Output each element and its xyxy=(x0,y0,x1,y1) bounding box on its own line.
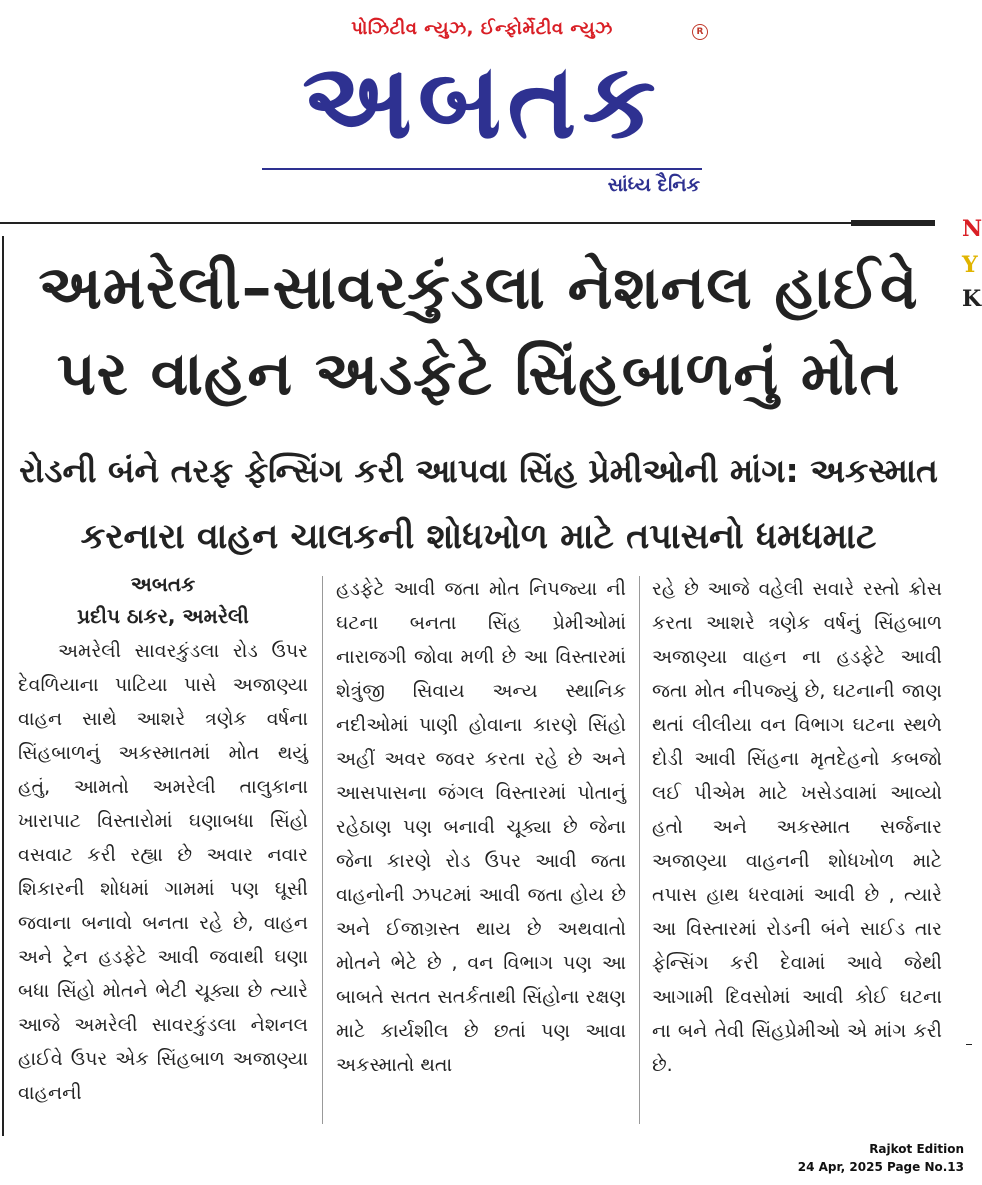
logo-underline xyxy=(262,168,702,170)
article-paragraph-1: અમરેલી સાવરકુંડલા રોડ ઉપર દેવળિયાના પાટિયા પાસે અજાણ્યા વાહન સાથે આશરે ત્રણેક વર્ષના સિંહબાળનું અકસ્માતમાં મોત થયું હતું, આમતો અમરેલી તાલુકાના ખારાપાટ વિસ્તારોમાં ઘણાબધા સિંહો વસવાટ કરી રહ્યા છે અવાર નવાર શિકારની શોધમાં ગામમાં પણ ઘૂસી જવાના બનાવો બનતા રહે છે, વાહન અને ટ્રેન હડફેટે આવી જવાથી ઘણા બધા સિંહો મોતને ભેટી ચૂક્યા છે ત્યારે આજે અમરેલી સાવરકુંડલા નેશનલ હાઈવે ઉપર એક સિંહબાળ અજાણ્યા વાહનની xyxy=(18,640,308,1104)
edition-date-page: 24 Apr, 2025 Page No.13 xyxy=(797,1160,964,1174)
adjacent-page-fragment-3: K xyxy=(962,286,982,312)
edition-info xyxy=(798,1140,964,1176)
masthead-divider xyxy=(0,222,935,224)
byline-reporter: પ્રદીપ ઠાકર, અમરેલી xyxy=(77,604,249,628)
masthead-tagline: પોઝિટીવ ન્યુઝ, ઈન્ફોર્મેટીવ ન્યુઝ xyxy=(351,18,613,39)
news-article xyxy=(0,232,950,1136)
adjacent-page-fragment-2: Y xyxy=(962,252,978,278)
headline-line-2: પર વાહન અડફેટે સિંહબાળનું મોત xyxy=(56,339,901,409)
column-divider-2 xyxy=(639,576,640,1124)
article-column-1 xyxy=(18,572,308,1110)
article-column-2 xyxy=(336,572,626,1082)
article-paragraph-3: રહે છે આજે વહેલી સવારે રસ્તો ક્રોસ કરતા આશરે ત્રણેક વર્ષનું સિંહબાળ અજાણ્યા વાહન ના હડફેટે આવી જતા મોત નીપજ્યું છે, ઘટનાની જાણ થતાં લીલીયા વન વિભાગ ઘટના સ્થળે દોડી આવી સિંહના મૃતદેહનો કબજો લઈ પીએમ માટે ખસેડવામાં આવ્યો હતો અને અકસ્માત સર્જનાર અજાણ્યા વાહનની શોધખોળ માટે તપાસ હાથ ધરવામાં આવી છે , ત્યારે આ વિસ્તારમાં રોડની બંને સાઈડ તાર ફેન્સિંગ કરી દેવામાં આવે જેથી આગામી દિવસોમાં આવી કોઈ ઘટના ના બને તેવી સિંહપ્રેમીઓ એ માંગ કરી છે. xyxy=(652,578,942,1076)
adjacent-page-fragment-1: N xyxy=(962,216,982,242)
masthead-subtitle: સાંધ્ય દૈનિક xyxy=(607,174,700,196)
article-column-3 xyxy=(652,572,942,1082)
registered-trademark-icon: R xyxy=(692,24,708,40)
subheadline-line-2: કરનારા વાહન ચાલકની શોધખોળ માટે તપાસનો ધમધમાટ xyxy=(80,517,877,557)
column-divider-1 xyxy=(322,576,323,1124)
page-edge-tick xyxy=(966,1044,972,1045)
headline-line-1: અમરેલી–સાવરકુંડલા નેશનલ હાઈવે xyxy=(38,253,919,323)
edition-name: Rajkot Edition xyxy=(869,1142,964,1156)
masthead-divider-accent xyxy=(851,220,935,226)
masthead xyxy=(0,0,972,222)
article-left-rule xyxy=(2,236,4,1136)
article-paragraph-2: હડફેટે આવી જતા મોત નિપજ્યા ની ઘટના બનતા સિંહ પ્રેમીઓમાં નારાજગી જોવા મળી છે આ વિસ્તારમાં શેત્રુંજી સિવાય અન્ય સ્થાનિક નદીઓમાં પાણી હોવાના કારણે સિંહો અહીં અવર જવર કરતા રહે છે અને આસપાસના જંગલ વિસ્તારમાં પોતાનું રહેઠાણ પણ બનાવી ચૂક્યા છે જેના જેના કારણે રોડ ઉપર આવી જતા વાહનોની ઝપટમાં આવી જતા હોય છે અને ઈજાગ્રસ્ત થાય છે અથવાતો મોતને ભેટે છે , વન વિભાગ પણ આ બાબતે સતત સતર્કતાથી સિંહોના રક્ષણ માટે કાર્યશીલ છે છતાં પણ આવા અકસ્માતો થતા xyxy=(336,578,626,1076)
byline-source: અબતક xyxy=(130,572,196,596)
newspaper-logo: અબતક xyxy=(302,40,662,162)
subheadline-line-1: રોડની બંને તરફ ફેન્સિંગ કરી આપવા સિંહ પ્રેમીઓની માંગ: અકસ્માત xyxy=(19,451,938,490)
